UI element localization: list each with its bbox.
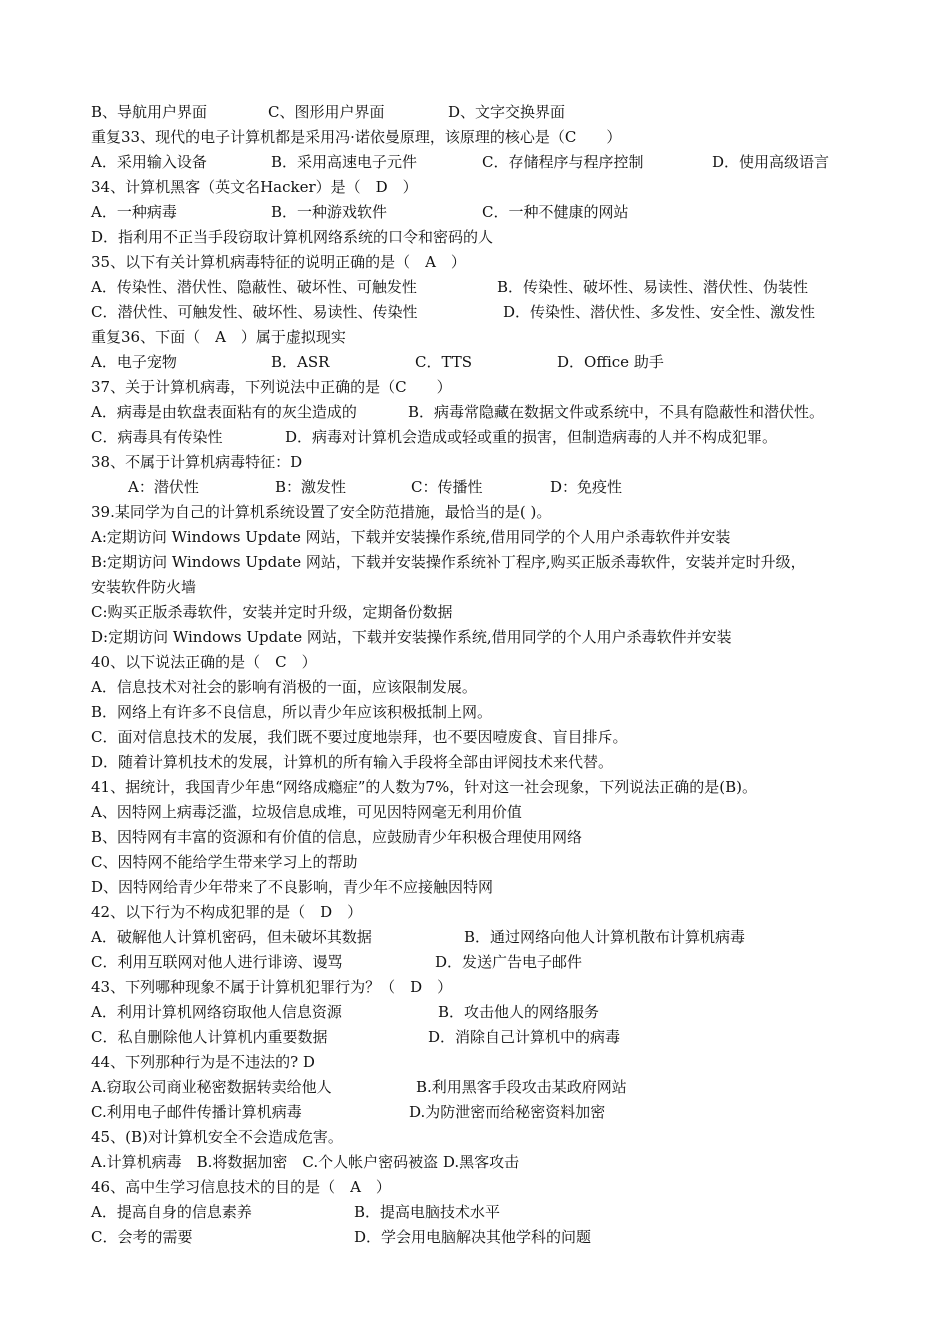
- text-segment: 34、计算机黑客（英文名Hacker）是（ D ）: [91, 178, 418, 196]
- text-segment: B：激发性: [275, 478, 347, 496]
- text-segment: B．采用高速电子元件: [271, 153, 418, 171]
- text-segment: B．ASR: [271, 353, 330, 371]
- text-segment: C:购买正版杀毒软件，安装并定时升级，定期备份数据: [91, 603, 453, 621]
- text-segment: C．一种不健康的网站: [482, 203, 629, 221]
- text-segment: D、因特网给青少年带来了不良影响，青少年不应接触因特网: [91, 878, 494, 896]
- text-segment: 35、以下有关计算机病毒特征的说明正确的是（ A ）: [91, 253, 466, 271]
- text-segment: B．提高电脑技术水平: [354, 1203, 501, 1221]
- text-segment: D：免疫性: [550, 478, 623, 496]
- text-segment: B．网络上有许多不良信息，所以青少年应该积极抵制上网。: [91, 703, 493, 721]
- text-segment: A．传染性、潜伏性、隐蔽性、破坏性、可触发性: [91, 278, 417, 296]
- text-segment: D．使用高级语言: [712, 153, 830, 171]
- text-segment: D．指利用不正当手段窃取计算机网络系统的口令和密码的人: [91, 228, 494, 246]
- text-segment: 46、高中生学习信息技术的目的是（ A ）: [91, 1178, 391, 1196]
- text-segment: A、因特网上病毒泛滥，垃圾信息成堆，可见因特网毫无利用价值: [91, 803, 522, 821]
- text-segment: B:定期访问 Windows Update 网站，下载并安装操作系统补丁程序,购买正版杀毒软件，安装并定时升级，: [91, 553, 806, 571]
- text-segment: C、图形用户界面: [268, 103, 385, 121]
- text-segment: D．发送广告电子邮件: [435, 953, 583, 971]
- text-segment: D．消除自己计算机中的病毒: [428, 1028, 621, 1046]
- text-segment: B.利用黑客手段攻击某政府网站: [416, 1078, 627, 1096]
- text-segment: A．一种病毒: [91, 203, 177, 221]
- text-segment: A．破解他人计算机密码，但未破坏其数据: [91, 928, 372, 946]
- text-segment: A．电子宠物: [91, 353, 177, 371]
- text-segment: A．信息技术对社会的影响有消极的一面，应该限制发展。: [91, 678, 477, 696]
- text-segment: D、文字交换界面: [448, 103, 566, 121]
- text-segment: B．攻击他人的网络服务: [438, 1003, 600, 1021]
- text-segment: 38、不属于计算机病毒特征：D: [91, 453, 303, 471]
- text-segment: 40、以下说法正确的是（ C ）: [91, 653, 317, 671]
- text-segment: A.窃取公司商业秘密数据转卖给他人: [91, 1078, 332, 1096]
- text-segment: B．传染性、破坏性、易读性、潜伏性、伪装性: [497, 278, 809, 296]
- text-segment: A．采用输入设备: [91, 153, 207, 171]
- text-segment: C．病毒具有传染性: [91, 428, 223, 446]
- text-segment: B．一种游戏软件: [271, 203, 388, 221]
- text-segment: 43、下列哪种现象不属于计算机犯罪行为？（ D ）: [91, 978, 453, 996]
- text-segment: D．病毒对计算机会造成或轻或重的损害，但制造病毒的人并不构成犯罪。: [285, 428, 778, 446]
- text-segment: 安装软件防火墙: [91, 578, 197, 596]
- text-segment: B、导航用户界面: [91, 103, 208, 121]
- text-segment: 重复36、下面（ A ）属于虚拟现实: [91, 328, 346, 346]
- text-segment: A:定期访问 Windows Update 网站，下载并安装操作系统,借用同学的个人用户杀毒软件并安装: [91, 528, 731, 546]
- text-segment: D.为防泄密而给秘密资料加密: [409, 1103, 606, 1121]
- text-segment: C．面对信息技术的发展，我们既不要过度地崇拜，也不要因噎废食、盲目排斥。: [91, 728, 628, 746]
- text-segment: C．利用互联网对他人进行诽谤、谩骂: [91, 953, 343, 971]
- text-segment: C．存储程序与程序控制: [482, 153, 644, 171]
- text-segment: 重复33、现代的电子计算机都是采用冯·诺依曼原理，该原理的核心是（C ）: [91, 128, 622, 146]
- text-segment: D:定期访问 Windows Update 网站，下载并安装操作系统,借用同学的个人用户杀毒软件并安装: [91, 628, 732, 646]
- text-segment: A．利用计算机网络窃取他人信息资源: [91, 1003, 342, 1021]
- text-segment: C：传播性: [411, 478, 483, 496]
- text-segment: A.计算机病毒 B.将数据加密 C.个人帐户密码被盗 D.黑客攻击: [91, 1153, 520, 1171]
- text-segment: D．学会用电脑解决其他学科的问题: [354, 1228, 592, 1246]
- text-segment: A．病毒是由软盘表面粘有的灰尘造成的: [91, 403, 357, 421]
- text-segment: D．随着计算机技术的发展，计算机的所有输入手段将全部由评阅技术来代替。: [91, 753, 614, 771]
- text-segment: 41、据统计，我国青少年患“网络成瘾症”的人数为7%，针对这一社会现象，下列说法正确的是(B)。: [91, 778, 757, 796]
- text-segment: D．传染性、潜伏性、多发性、安全性、激发性: [503, 303, 816, 321]
- text-segment: C．会考的需要: [91, 1228, 193, 1246]
- text-segment: 39.某同学为自己的计算机系统设置了安全防范措施，最恰当的是( )。: [91, 503, 552, 521]
- text-segment: 44、下列那种行为是不违法的? D: [91, 1053, 315, 1071]
- text-segment: C.利用电子邮件传播计算机病毒: [91, 1103, 302, 1121]
- text-segment: B、因特网有丰富的资源和有价值的信息，应鼓励青少年积极合理使用网络: [91, 828, 583, 846]
- text-segment: C．TTS: [415, 353, 473, 371]
- text-segment: C．私自删除他人计算机内重要数据: [91, 1028, 328, 1046]
- text-segment: A．提高自身的信息素养: [91, 1203, 252, 1221]
- text-segment: B．病毒常隐藏在数据文件或系统中，不具有隐蔽性和潜伏性。: [408, 403, 825, 421]
- text-segment: C、因特网不能给学生带来学习上的帮助: [91, 853, 358, 871]
- text-segment: 45、(B)对计算机安全不会造成危害。: [91, 1128, 343, 1146]
- text-segment: 42、以下行为不构成犯罪的是（ D ）: [91, 903, 363, 921]
- text-segment: B．通过网络向他人计算机散布计算机病毒: [464, 928, 746, 946]
- text-segment: A：潜伏性: [128, 478, 199, 496]
- text-segment: D．Office 助手: [557, 353, 664, 371]
- text-segment: 37、关于计算机病毒，下列说法中正确的是（C ）: [91, 378, 452, 396]
- text-segment: C．潜伏性、可触发性、破坏性、易读性、传染性: [91, 303, 418, 321]
